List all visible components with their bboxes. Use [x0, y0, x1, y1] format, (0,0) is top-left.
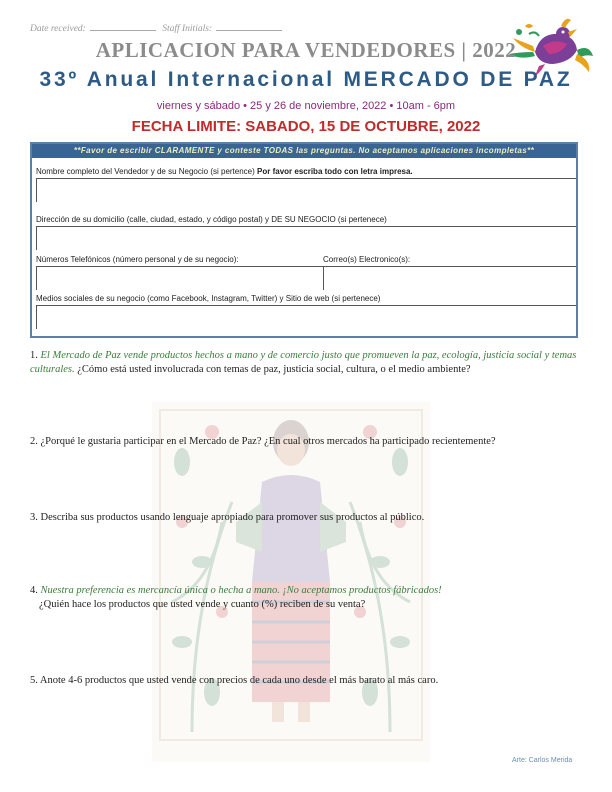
question-1-highlight: El Mercado de Paz vende productos hechos a mano y de comercio justo que promueven la paz, ecología, justicia social y temas culturales. — [30, 350, 577, 375]
social-label: Medios sociales de su negocio (como Facebook, Instagram, Twitter) y Sitio de web (si pertenece) — [36, 294, 381, 303]
vendor-name-label-text: Nombre completo del Vendedor y de su Negocio (si pertence) — [36, 167, 255, 176]
question-4-highlight: Nuestra preferencia es mercancía única o hecha a mano. ¡No aceptamos productos fábricados! — [40, 585, 442, 596]
vendor-name-label-bold: Por favor escriba todo con letra impresa. — [257, 167, 413, 176]
social-field[interactable] — [37, 306, 575, 329]
art-credit: Arte: Carlos Merida — [512, 757, 573, 764]
email-field[interactable] — [324, 267, 575, 290]
phone-field[interactable] — [37, 267, 321, 290]
question-3: 3. Describa sus productos usando lenguaje apropiado para promover sus productos al público. — [30, 512, 425, 523]
address-field[interactable] — [37, 227, 575, 250]
page-subtitle: 33º Anual Internacional MERCADO DE PAZ — [39, 68, 573, 91]
address-label: Dirección de su domicilio (calle, ciudad, estado, y código postal) y DE SU NEGOCIO (si pertenece) — [36, 215, 387, 224]
question-1-text: ¿Cómo está usted involucrada con temas de paz, justicia social, cultura, o el medio ambiente? — [77, 364, 471, 375]
date-received-blank[interactable] — [90, 30, 156, 31]
vendor-name-label — [36, 167, 413, 176]
phone-label: Números Telefónicos (número personal y de su negocio): — [36, 255, 239, 264]
question-4-number: 4. — [30, 585, 38, 596]
folk-art-woman-icon — [152, 402, 430, 762]
event-dates: viernes y sábado • 25 y 26 de noviembre, 2022 • 10am - 6pm — [156, 100, 456, 112]
question-4-text: ¿Quién hace los productos que usted vende y cuanto (%) reciben de su venta? — [39, 599, 366, 610]
form-instructions-banner: **Favor de escribir CLARAMENTE y conteste TODAS las preguntas. No aceptamos aplicaciones incompletas** — [32, 144, 576, 158]
question-5: 5. Anote 4-6 productos que usted vende con precios de cada uno desde el más barato al más caro. — [30, 675, 439, 686]
question-4 — [30, 584, 585, 598]
staff-initials-label: Staff Initials: — [162, 24, 213, 34]
question-2: 2. ¿Porqué le gustaria participar en el Mercado de Paz? ¿En cual otros mercados ha participado recientemente? — [30, 436, 496, 447]
question-1-number: 1. — [30, 350, 38, 361]
staff-info-line — [30, 24, 286, 34]
date-received-label: Date received: — [30, 24, 86, 34]
vendor-name-field[interactable] — [37, 179, 575, 202]
deadline-text: FECHA LIMITE: SABADO, 15 DE OCTUBRE, 2022 — [131, 118, 481, 135]
question-1 — [30, 349, 585, 377]
email-label: Correo(s) Electronico(s): — [323, 255, 411, 264]
page-title: APLICACION PARA VENDEDORES | 2022 — [95, 38, 517, 62]
staff-initials-blank[interactable] — [216, 30, 282, 31]
